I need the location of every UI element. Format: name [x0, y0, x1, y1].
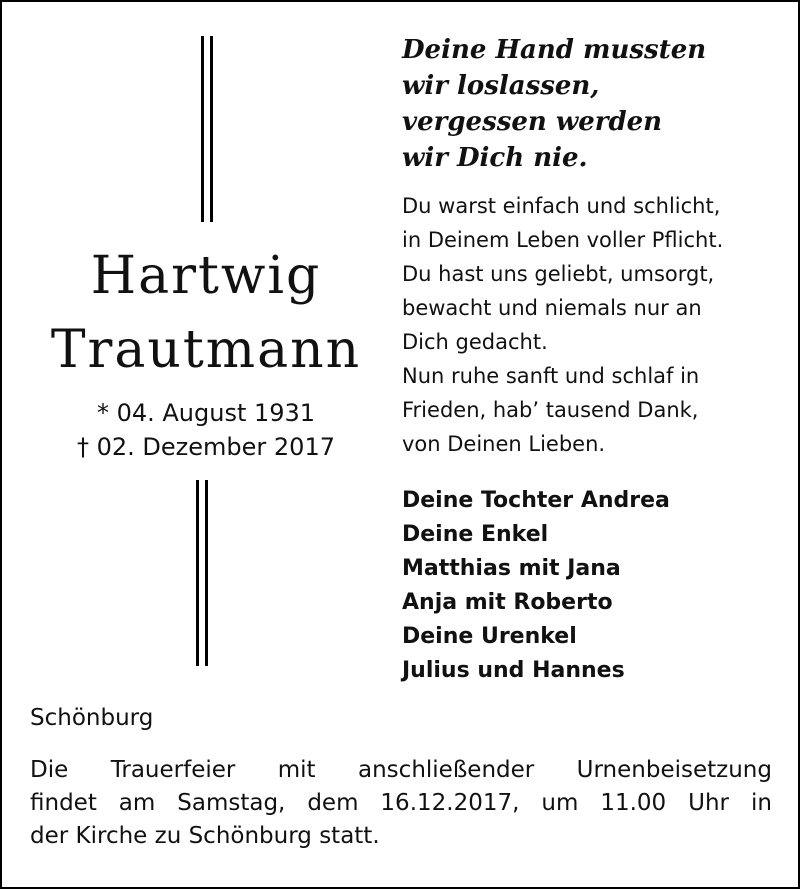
ceremony-word: in — [750, 790, 772, 816]
poem-text — [402, 189, 723, 461]
upper-divider-line-right — [210, 36, 213, 222]
poem-line: Frieden, hab’ tausend Dank, — [402, 398, 699, 422]
ceremony-word: Uhr — [688, 790, 729, 816]
ceremony-word: anschließender — [358, 757, 535, 783]
death-date: † 02. Dezember 2017 — [77, 433, 335, 461]
ceremony-word: dem — [307, 790, 359, 816]
poem-line: Du warst einfach und schlicht, — [402, 194, 721, 218]
birth-date: * 04. August 1931 — [96, 399, 316, 427]
lower-divider-line-left — [196, 480, 199, 666]
poem-line: in Deinem Leben voller Pflicht. — [402, 228, 724, 252]
deceased-first-name: Hartwig — [90, 246, 322, 306]
ceremony-word: findet — [30, 790, 97, 816]
ceremony-word: mit — [277, 757, 316, 783]
motto-line: Deine Hand mussten — [402, 35, 707, 65]
motto-verse — [402, 32, 706, 176]
mourner-line: Matthias mit Jana — [402, 556, 621, 581]
mourners-list — [402, 484, 670, 688]
mourner-line: Deine Enkel — [402, 522, 549, 547]
mourner-line: Deine Tochter Andrea — [402, 488, 670, 513]
ceremony-word: Trauerfeier — [110, 757, 236, 783]
mourner-line: Anja mit Roberto — [402, 590, 613, 615]
ceremony-word: 11.00 — [600, 790, 667, 816]
ceremony-line-1 — [30, 754, 772, 787]
mourner-line: Julius und Hannes — [402, 658, 625, 683]
location: Schönburg — [30, 705, 154, 731]
ceremony-line-3: der Kirche zu Schönburg statt. — [30, 823, 380, 849]
poem-line: Du hast uns geliebt, umsorgt, — [402, 262, 715, 286]
motto-line: wir loslassen, — [402, 71, 600, 101]
motto-line: wir Dich nie. — [402, 143, 588, 173]
poem-line: bewacht und niemals nur an — [402, 296, 702, 320]
poem-line: Nun ruhe sanft und schlaf in — [402, 364, 700, 388]
lower-divider-line-right — [205, 480, 208, 666]
ceremony-word: Die — [30, 757, 69, 783]
poem-line: Dich gedacht. — [402, 330, 548, 354]
ceremony-info — [30, 754, 772, 853]
upper-divider-line-left — [201, 36, 204, 222]
mourner-line: Deine Urenkel — [402, 624, 577, 649]
ceremony-word: 16.12.2017, — [380, 790, 520, 816]
ceremony-line-2 — [30, 787, 772, 820]
poem-line: von Deinen Lieben. — [402, 432, 606, 456]
motto-line: vergessen werden — [402, 107, 663, 137]
ceremony-word: Urnenbeisetzung — [576, 757, 772, 783]
ceremony-word: um — [541, 790, 579, 816]
ceremony-word: Samstag, — [177, 790, 286, 816]
deceased-last-name: Trautmann — [50, 320, 362, 380]
ceremony-word: am — [118, 790, 156, 816]
